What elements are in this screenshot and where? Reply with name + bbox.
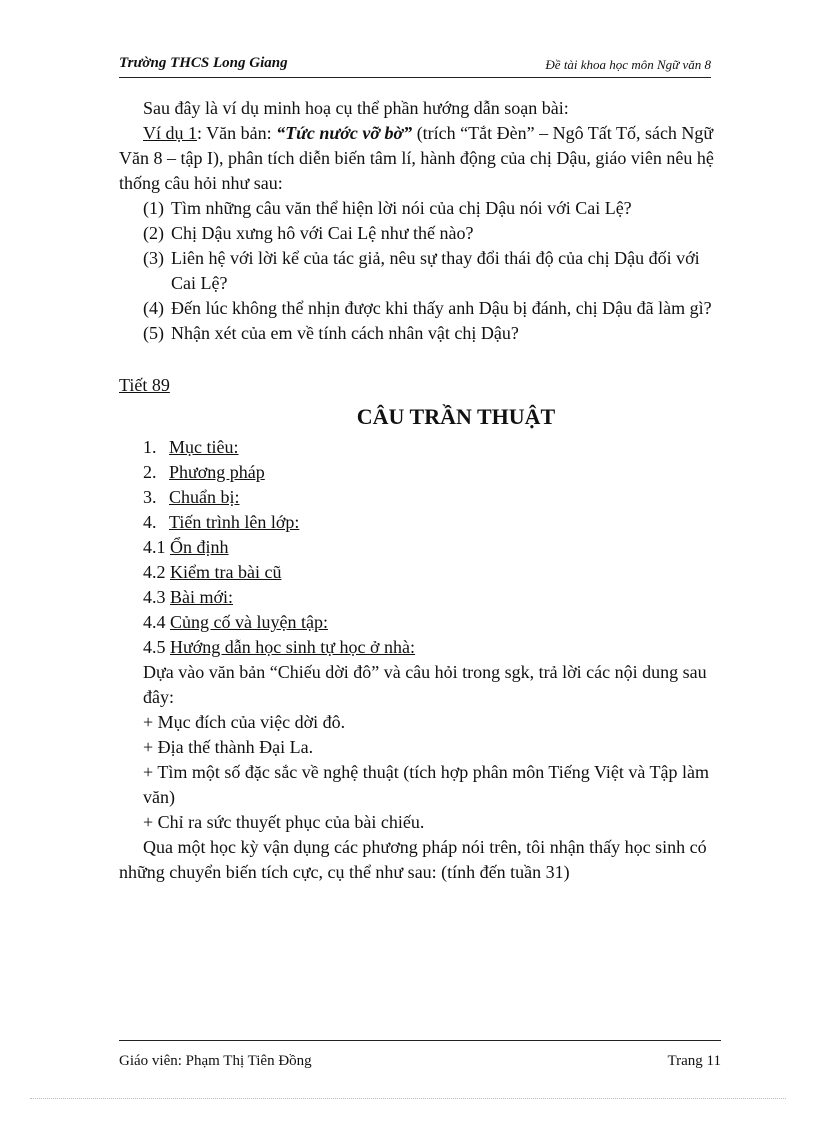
list-item: 4.2 Kiểm tra bài cũ (143, 562, 282, 582)
intro-paragraph: Sau đây là ví dụ minh hoạ cụ thể phần hướng dẫn soạn bài: (143, 98, 569, 118)
list-item: 4.1 Ổn định (143, 537, 229, 557)
page-footer (119, 1040, 721, 1069)
lesson-steps (119, 435, 721, 535)
list-item: 3. Chuẩn bị: (143, 487, 240, 507)
homework-item: + Chỉ ra sức thuyết phục của bài chiếu. (143, 812, 425, 832)
page-number: Trang 11 (667, 1053, 721, 1069)
lesson-substeps (119, 535, 721, 660)
question-item: (5) Nhận xét của em về tính cách nhân vật chị Dậu? (143, 323, 519, 343)
page-edge-divider (30, 1098, 786, 1099)
list-item: 4.4 Củng cố và luyện tập: (143, 612, 328, 632)
homework-item: + Mục đích của việc dời đô. (143, 712, 346, 732)
homework-item: + Địa thế thành Đại La. (143, 737, 314, 757)
list-item: 4. Tiến trình lên lớp: (143, 512, 300, 532)
list-item: 4.3 Bài mới: (143, 587, 234, 607)
question-item: (3) Liên hệ với lời kể của tác giả, nêu sự thay đổi thái độ của chị Dậu đối với Cai Lệ? (143, 248, 700, 293)
lesson-title: CÂU TRẦN THUẬT (356, 404, 556, 429)
question-item: (4) Đến lúc không thể nhịn được khi thấy anh Dậu bị đánh, chị Dậu đã làm gì? (143, 298, 712, 318)
teacher-name: Giáo viên: Phạm Thị Tiên Đồng (119, 1053, 312, 1069)
homework-block (119, 660, 721, 835)
list-item: 4.5 Hướng dẫn học sinh tự học ở nhà: (143, 637, 416, 657)
work-title: “Tức nước vỡ bờ” (276, 123, 413, 143)
example-rest: (trích “Tắt Đèn” – Ngô Tất Tố, sách Ngữ Văn 8 – tập I), phân tích diễn biến tâm lí, hành động của chị Dậu, giáo viên nêu hệ thống câu hỏi như sau: (119, 123, 714, 193)
list-item: 2. Phương pháp (143, 462, 265, 482)
example-prefix: : Văn bản: (197, 123, 277, 143)
example-label: Ví dụ 1 (143, 123, 197, 143)
document-topic: Đề tài khoa học môn Ngữ văn 8 (545, 57, 711, 72)
lesson-period: Tiết 89 (119, 375, 170, 395)
question-list (119, 196, 721, 346)
school-name: Trường THCS Long Giang (119, 55, 288, 71)
example-paragraph (119, 121, 721, 196)
question-item: (1) Tìm những câu văn thể hiện lời nói của chị Dậu nói với Cai Lệ? (143, 198, 632, 218)
page-body (119, 96, 721, 885)
homework-intro: Dựa vào văn bản “Chiếu dời đô” và câu hỏi trong sgk, trả lời các nội dung sau đây: (143, 662, 707, 707)
list-item: 1. Mục tiêu: (143, 437, 239, 457)
question-item: (2) Chị Dậu xưng hô với Cai Lệ như thế nào? (143, 223, 474, 243)
page-header (119, 53, 711, 78)
homework-item: + Tìm một số đặc sắc về nghệ thuật (tích hợp phân môn Tiếng Việt và Tập làm văn) (143, 762, 710, 807)
conclusion-paragraph: Qua một học kỳ vận dụng các phương pháp nói trên, tôi nhận thấy học sinh có những chuyển biến tích cực, cụ thể như sau: (tính đến tuần 31) (119, 837, 707, 882)
